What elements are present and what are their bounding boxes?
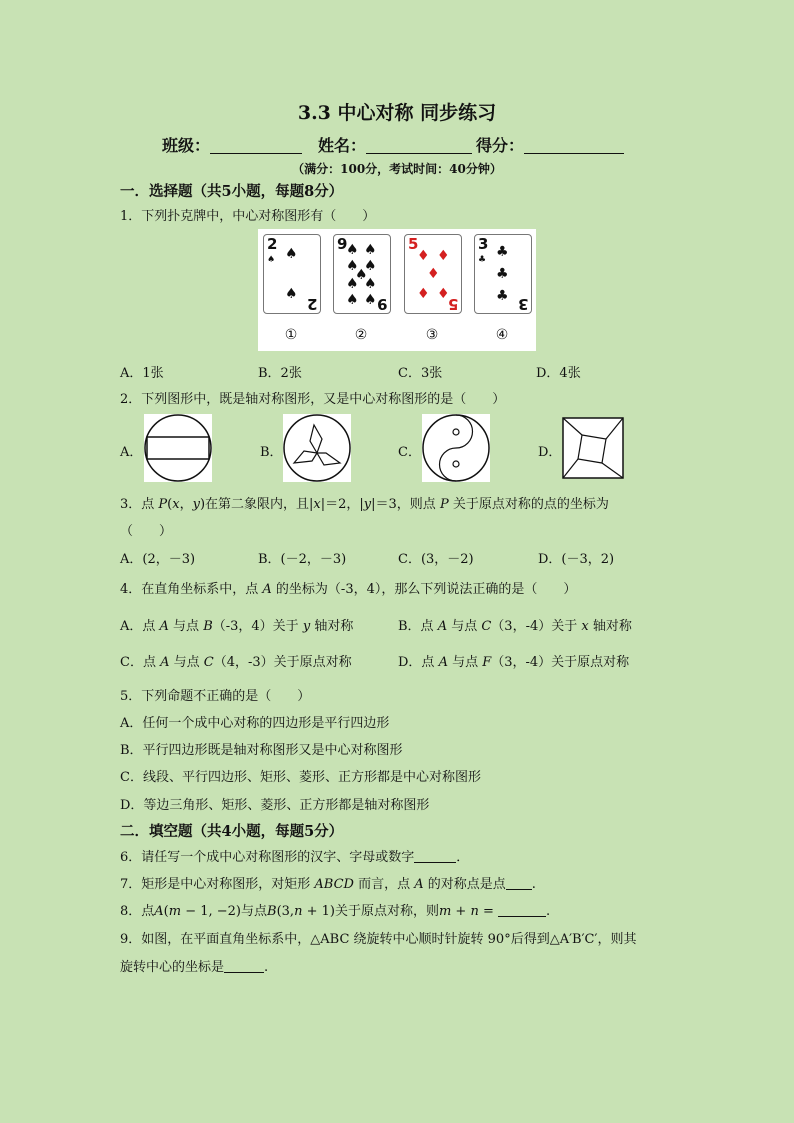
opt-text: 轴对称	[588, 619, 632, 634]
card-1-rank-inverted: 2	[306, 295, 317, 313]
q3-var-p: P	[439, 497, 449, 512]
opt-var: A	[437, 619, 448, 634]
q4-text: 4．在直角坐标系中，点	[120, 582, 263, 597]
opt-text: （4，-3）关于原点对称	[213, 655, 352, 670]
card-1-label: ①	[284, 327, 298, 343]
opt-var: C	[203, 655, 214, 670]
opt-text: （-3，4）关于	[212, 619, 303, 634]
q3-option-d[interactable]: D．(－3，2)	[538, 552, 615, 567]
q8-text: +	[451, 904, 471, 919]
q5-option-c[interactable]: C．线段、平行四边形、矩形、菱形、正方形都是中心对称图形	[120, 770, 481, 785]
student-info-line	[162, 133, 624, 156]
q2-option-a[interactable]: A．	[120, 445, 143, 460]
opt-var: x	[581, 619, 589, 634]
q4-stem	[120, 578, 576, 597]
q8-answer-blank[interactable]	[498, 904, 546, 917]
card-1	[263, 234, 321, 314]
q2-figure-c-yin-yang	[421, 413, 491, 483]
diamond-icon: ♦	[417, 286, 430, 302]
q3-option-c[interactable]: C．(3，－2)	[398, 552, 474, 567]
opt-text: C．点	[120, 655, 161, 670]
q8-var: A	[154, 904, 164, 919]
spade-icon: ♠	[346, 258, 359, 274]
q8-var: n	[294, 904, 303, 919]
q3-var-p: P	[158, 497, 168, 512]
q3-var-x: x	[313, 497, 321, 512]
q7-var: A	[414, 877, 424, 892]
q4-option-d[interactable]	[398, 651, 629, 670]
opt-var: A	[159, 619, 169, 634]
q3-text: |＝3，则点	[371, 497, 440, 512]
q8-var: n	[470, 904, 479, 919]
q3-option-a[interactable]: A．(2，－3)	[120, 552, 196, 567]
q3-var-x: x	[172, 497, 180, 512]
q4-option-b[interactable]	[398, 615, 632, 634]
spade-icon: ♠	[346, 276, 359, 292]
q5-option-b[interactable]: B．平行四边形既是轴对称图形又是中心对称图形	[120, 743, 403, 758]
q7-var: ABCD	[314, 877, 354, 892]
q4-option-a[interactable]	[120, 615, 353, 634]
q9-text: .	[264, 960, 269, 975]
card-2-rank: 9	[337, 235, 348, 253]
q2-stem: 2．下列图形中，既是轴对称图形，又是中心对称图形的是（ ）	[120, 392, 506, 407]
club-icon: ♣	[496, 288, 509, 304]
q3-text: |＝2，|	[320, 497, 364, 512]
q8-text: (	[163, 904, 169, 919]
q1-cards-figure	[258, 229, 536, 351]
class-label: 班级：	[162, 136, 211, 155]
spade-icon: ♠	[364, 242, 377, 258]
q7-answer-blank[interactable]	[506, 877, 532, 890]
q3-stem	[120, 493, 609, 512]
q8-text: (3,	[276, 904, 295, 919]
q3-var-y: y	[192, 497, 200, 512]
q2-figure-d-pinwheel-square	[562, 417, 624, 479]
q8-text: =	[478, 904, 498, 919]
diamond-icon: ♦	[427, 266, 440, 282]
q2-figure-a-circle-rectangle	[143, 413, 213, 483]
card-1-rank: 2	[267, 235, 278, 253]
q8-var: m	[438, 904, 452, 919]
opt-text: 与点	[447, 619, 482, 634]
q3-text: )在第二象限内，且|	[199, 497, 314, 512]
card-1-corner-suit: ♠	[267, 255, 276, 265]
q3-text: (	[167, 497, 173, 512]
card-4-label: ④	[495, 327, 509, 343]
diamond-icon: ♦	[437, 248, 450, 264]
opt-text: （3，-4）关于原点对称	[491, 655, 630, 670]
q9-stem-line1: 9．如图，在平面直角坐标系中，△ABC 绕旋转中心顺时针旋转 90°后得到△A′B′C′，则其	[120, 932, 637, 947]
q7-stem	[120, 873, 536, 892]
opt-text: 轴对称	[310, 619, 354, 634]
opt-text: A．点	[120, 619, 160, 634]
opt-var: A	[160, 655, 170, 670]
card-3-rank-inverted: 5	[447, 295, 458, 313]
card-4-corner-suit: ♣	[478, 255, 487, 265]
q4-option-c[interactable]	[120, 651, 352, 670]
q2-option-d[interactable]: D．	[538, 445, 562, 460]
opt-text: 与点	[169, 655, 204, 670]
card-4-rank-inverted: 3	[517, 295, 528, 313]
name-label: 姓名：	[318, 136, 367, 155]
q6-answer-blank[interactable]	[414, 850, 456, 863]
q6-text: ．	[456, 850, 470, 865]
q1-option-a[interactable]: A．1张	[120, 366, 164, 381]
q3-text: 3．点	[120, 497, 159, 512]
page-title: 3.3 中心对称 同步练习	[297, 102, 497, 124]
section-2-title: 二．填空题（共4小题，每题5分）	[120, 823, 344, 840]
club-icon: ♣	[496, 266, 509, 282]
opt-text: 与点	[447, 655, 483, 670]
q3-option-b[interactable]: B．(－2，－3)	[258, 552, 347, 567]
opt-var: C	[481, 619, 492, 634]
exam-note: （满分：100分，考试时间：40分钟）	[292, 162, 502, 176]
diamond-icon: ♦	[437, 286, 450, 302]
club-icon: ♣	[496, 244, 509, 260]
q6-text: 6．请任写一个成中心对称图形的汉字、字母或数字	[120, 850, 415, 865]
card-2	[333, 234, 391, 314]
q5-stem: 5．下列命题不正确的是（ ）	[120, 689, 311, 704]
q1-option-b[interactable]: B．2张	[258, 366, 302, 381]
opt-var: y	[302, 619, 311, 634]
q8-stem	[120, 900, 550, 919]
q7-text: .	[531, 877, 536, 892]
q8-text: 8．点	[120, 904, 155, 919]
q9-answer-blank[interactable]	[224, 960, 264, 973]
q7-text: 的对称点是点	[423, 877, 506, 892]
q8-var: B	[267, 904, 277, 919]
spade-icon: ♠	[285, 246, 298, 262]
q3-text: 关于原点对称的点的坐标为	[448, 497, 609, 512]
card-3	[404, 234, 462, 314]
q3-var-y: y	[363, 497, 372, 512]
class-blank[interactable]	[210, 137, 302, 154]
spade-icon: ♠	[346, 242, 359, 258]
q6-stem	[120, 846, 469, 865]
q2-option-b[interactable]: B．	[260, 445, 283, 460]
card-2-rank-inverted: 9	[376, 295, 387, 313]
score-blank[interactable]	[524, 137, 624, 154]
q8-var: m	[168, 904, 182, 919]
diamond-icon: ♦	[417, 248, 430, 264]
q2-option-c[interactable]: C．	[398, 445, 421, 460]
q1-option-c[interactable]: C．3张	[398, 366, 443, 381]
opt-var: B	[203, 619, 213, 634]
q9-stem-line2	[120, 956, 268, 975]
opt-text: B．点	[398, 619, 438, 634]
q7-text: 7．矩形是中心对称图形，对矩形	[120, 877, 315, 892]
q3-stem-line2: （ ）	[120, 524, 173, 539]
q8-text: + 1)关于原点对称，则	[302, 904, 439, 919]
opt-var: F	[482, 655, 492, 670]
spade-icon: ♠	[364, 276, 377, 292]
opt-text: D．点	[398, 655, 439, 670]
score-label: 得分：	[476, 136, 525, 155]
q8-text: − 1, −2)与点	[181, 904, 268, 919]
q8-text: .	[546, 904, 551, 919]
q3-text: ，	[179, 497, 193, 512]
q9-text: 旋转中心的坐标是	[120, 960, 225, 975]
opt-var: A	[438, 655, 448, 670]
q7-text: 而言，点	[353, 877, 415, 892]
card-3-label: ③	[425, 327, 439, 343]
q4-text: 的坐标为（-3，4），那么下列说法正确的是（ ）	[271, 582, 577, 597]
q5-option-a[interactable]: A．任何一个成中心对称的四边形是平行四边形	[120, 716, 390, 731]
card-2-label: ②	[354, 327, 368, 343]
card-4	[474, 234, 532, 314]
card-3-rank: 5	[408, 235, 419, 253]
name-blank[interactable]	[366, 137, 472, 154]
q1-stem: 1．下列扑克牌中，中心对称图形有（ ）	[120, 209, 376, 224]
q1-option-d[interactable]: D．4张	[536, 366, 581, 381]
card-4-rank: 3	[478, 235, 489, 253]
opt-text: 与点	[168, 619, 204, 634]
spade-icon: ♠	[355, 267, 368, 283]
spade-icon: ♠	[364, 292, 377, 308]
spade-icon: ♠	[285, 286, 298, 302]
opt-text: （3，-4）关于	[491, 619, 582, 634]
spade-icon: ♠	[346, 292, 359, 308]
section-1-title: 一．选择题（共5小题，每题8分）	[120, 183, 344, 200]
q5-option-d[interactable]: D．等边三角形、矩形、菱形、正方形都是轴对称图形	[120, 798, 430, 813]
q4-var-a: A	[262, 582, 272, 597]
q2-figure-b-three-petal-circle	[282, 413, 352, 483]
spade-icon: ♠	[364, 258, 377, 274]
